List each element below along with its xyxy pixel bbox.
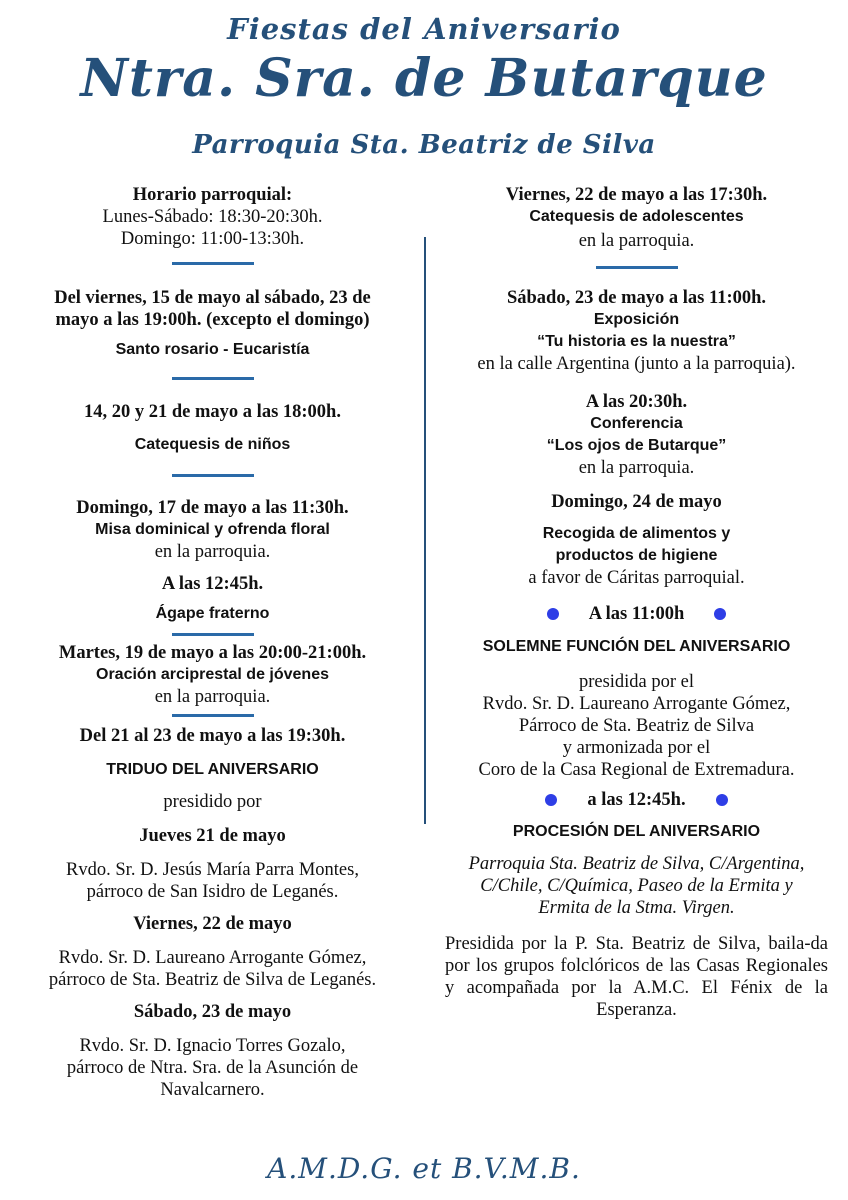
sabado-parish-1: párroco de Ntra. Sra. de la Asunción de bbox=[66, 1058, 359, 1078]
funcion-time-row bbox=[425, 603, 848, 625]
jueves-preacher: Rvdo. Sr. D. Jesús María Parra Montes, bbox=[66, 860, 359, 880]
divider-line bbox=[172, 262, 254, 265]
agape-time: A las 12:45h. bbox=[161, 574, 264, 594]
jueves-parish: párroco de San Isidro de Leganés. bbox=[86, 882, 339, 902]
misa-date: Domingo, 17 de mayo a las 11:30h. bbox=[76, 498, 349, 518]
divider-line bbox=[172, 714, 254, 717]
oracion-date: Martes, 19 de mayo a las 20:00-21:00h. bbox=[58, 643, 367, 663]
expo-place: en la calle Argentina (junto a la parroquia). bbox=[477, 354, 796, 374]
right-column bbox=[425, 184, 848, 1021]
viernes-preacher: Rvdo. Sr. D. Laureano Arrogante Gómez, bbox=[58, 948, 367, 968]
main-title: Ntra. Sra. de Butarque bbox=[80, 48, 768, 109]
funcion-armonizada: y armonizada por el bbox=[562, 738, 711, 758]
header-line-1: Fiestas del Aniversario bbox=[227, 12, 621, 46]
adol-place: en la parroquia. bbox=[578, 231, 695, 251]
divider-line bbox=[596, 266, 678, 269]
misa-place: en la parroquia. bbox=[154, 542, 271, 562]
conf-time: A las 20:30h. bbox=[585, 392, 688, 412]
left-column bbox=[0, 184, 425, 1101]
bullet-dot bbox=[547, 608, 559, 620]
adol-date: Viernes, 22 de mayo a las 17:30h. bbox=[505, 185, 768, 205]
divider-line bbox=[172, 377, 254, 380]
triduo-title: TRIDUO DEL ANIVERSARIO bbox=[106, 761, 319, 778]
recogida-place: a favor de Cáritas parroquial. bbox=[528, 568, 745, 588]
ninos-date: 14, 20 y 21 de mayo a las 18:00h. bbox=[84, 402, 341, 422]
funcion-title: SOLEMNE FUNCIÓN DEL ANIVERSARIO bbox=[482, 638, 791, 655]
viernes-parish: párroco de Sta. Beatriz de Silva de Leganés. bbox=[48, 970, 377, 990]
funcion-presidida: presidida por el bbox=[578, 672, 695, 692]
rosario-date-1: Del viernes, 15 de mayo al sábado, 23 de bbox=[54, 288, 371, 308]
rosario-title: Santo rosario - Eucaristía bbox=[115, 341, 310, 358]
sabado-parish-2: Navalcarnero. bbox=[160, 1080, 265, 1100]
footer-motto: A.M.D.G. et B.V.M.B. bbox=[267, 1152, 581, 1185]
viernes-label: Viernes, 22 de mayo bbox=[133, 914, 292, 934]
procesion-time: a las 12:45h. bbox=[587, 790, 686, 810]
expo-date: Sábado, 23 de mayo a las 11:00h. bbox=[506, 288, 767, 308]
procesion-title: PROCESIÓN DEL ANIVERSARIO bbox=[512, 823, 761, 840]
funcion-time: A las 11:00h bbox=[588, 604, 685, 624]
adol-title: Catequesis de adolescentes bbox=[529, 208, 744, 225]
divider-line bbox=[172, 474, 254, 477]
recogida-title-1: Recogida de alimentos y bbox=[542, 525, 731, 542]
recogida-title-2: productos de higiene bbox=[555, 547, 718, 564]
procesion-route-1: Parroquia Sta. Beatriz de Silva, C/Argentina, bbox=[468, 854, 805, 874]
procesion-description: Presidida por la P. Sta. Beatriz de Silva, baila-da por los grupos folclóricos de las Casas Regionales y acompañada por la A.M.C. El Fénix de la Esperanza. bbox=[445, 934, 828, 1020]
conf-title: Conferencia bbox=[590, 415, 683, 432]
horario-sunday: Domingo: 11:00-13:30h. bbox=[120, 229, 305, 249]
procesion-route-3: Ermita de la Stma. Virgen. bbox=[538, 898, 735, 918]
domingo-date: Domingo, 24 de mayo bbox=[551, 492, 722, 512]
horario-weekdays: Lunes-Sábado: 18:30-20:30h. bbox=[102, 207, 323, 227]
triduo-date: Del 21 al 23 de mayo a las 19:30h. bbox=[79, 726, 346, 746]
triduo-presidido: presidido por bbox=[163, 792, 262, 812]
agape-title: Ágape fraterno bbox=[155, 605, 270, 622]
horario-title: Horario parroquial: bbox=[132, 185, 293, 205]
procesion-route-2: C/Chile, C/Química, Paseo de la Ermita y bbox=[480, 876, 793, 896]
misa-title: Misa dominical y ofrenda floral bbox=[95, 521, 330, 538]
funcion-celebrant: Rvdo. Sr. D. Laureano Arrogante Gómez, bbox=[482, 694, 791, 714]
bullet-dot bbox=[714, 608, 726, 620]
oracion-title: Oración arciprestal de jóvenes bbox=[96, 666, 329, 683]
sabado-label: Sábado, 23 de mayo bbox=[133, 1002, 292, 1022]
rosario-date-2: mayo a las 19:00h. (excepto el domingo) bbox=[55, 310, 370, 330]
divider-line bbox=[172, 633, 254, 636]
procesion-time-row bbox=[425, 789, 848, 811]
ninos-title: Catequesis de niños bbox=[134, 436, 291, 453]
conf-subtitle: “Los ojos de Butarque” bbox=[546, 437, 727, 454]
oracion-place: en la parroquia. bbox=[154, 687, 271, 707]
funcion-choir: Coro de la Casa Regional de Extremadura. bbox=[478, 760, 795, 780]
sabado-preacher: Rvdo. Sr. D. Ignacio Torres Gozalo, bbox=[79, 1036, 346, 1056]
conf-place: en la parroquia. bbox=[578, 458, 695, 478]
bullet-dot bbox=[716, 794, 728, 806]
funcion-parish: Párroco de Sta. Beatriz de Silva bbox=[518, 716, 755, 736]
parish-title: Parroquia Sta. Beatriz de Silva bbox=[192, 130, 656, 160]
expo-title: Exposición bbox=[593, 311, 680, 328]
jueves-label: Jueves 21 de mayo bbox=[139, 826, 286, 846]
bullet-dot bbox=[545, 794, 557, 806]
expo-subtitle: “Tu historia es la nuestra” bbox=[537, 333, 736, 350]
